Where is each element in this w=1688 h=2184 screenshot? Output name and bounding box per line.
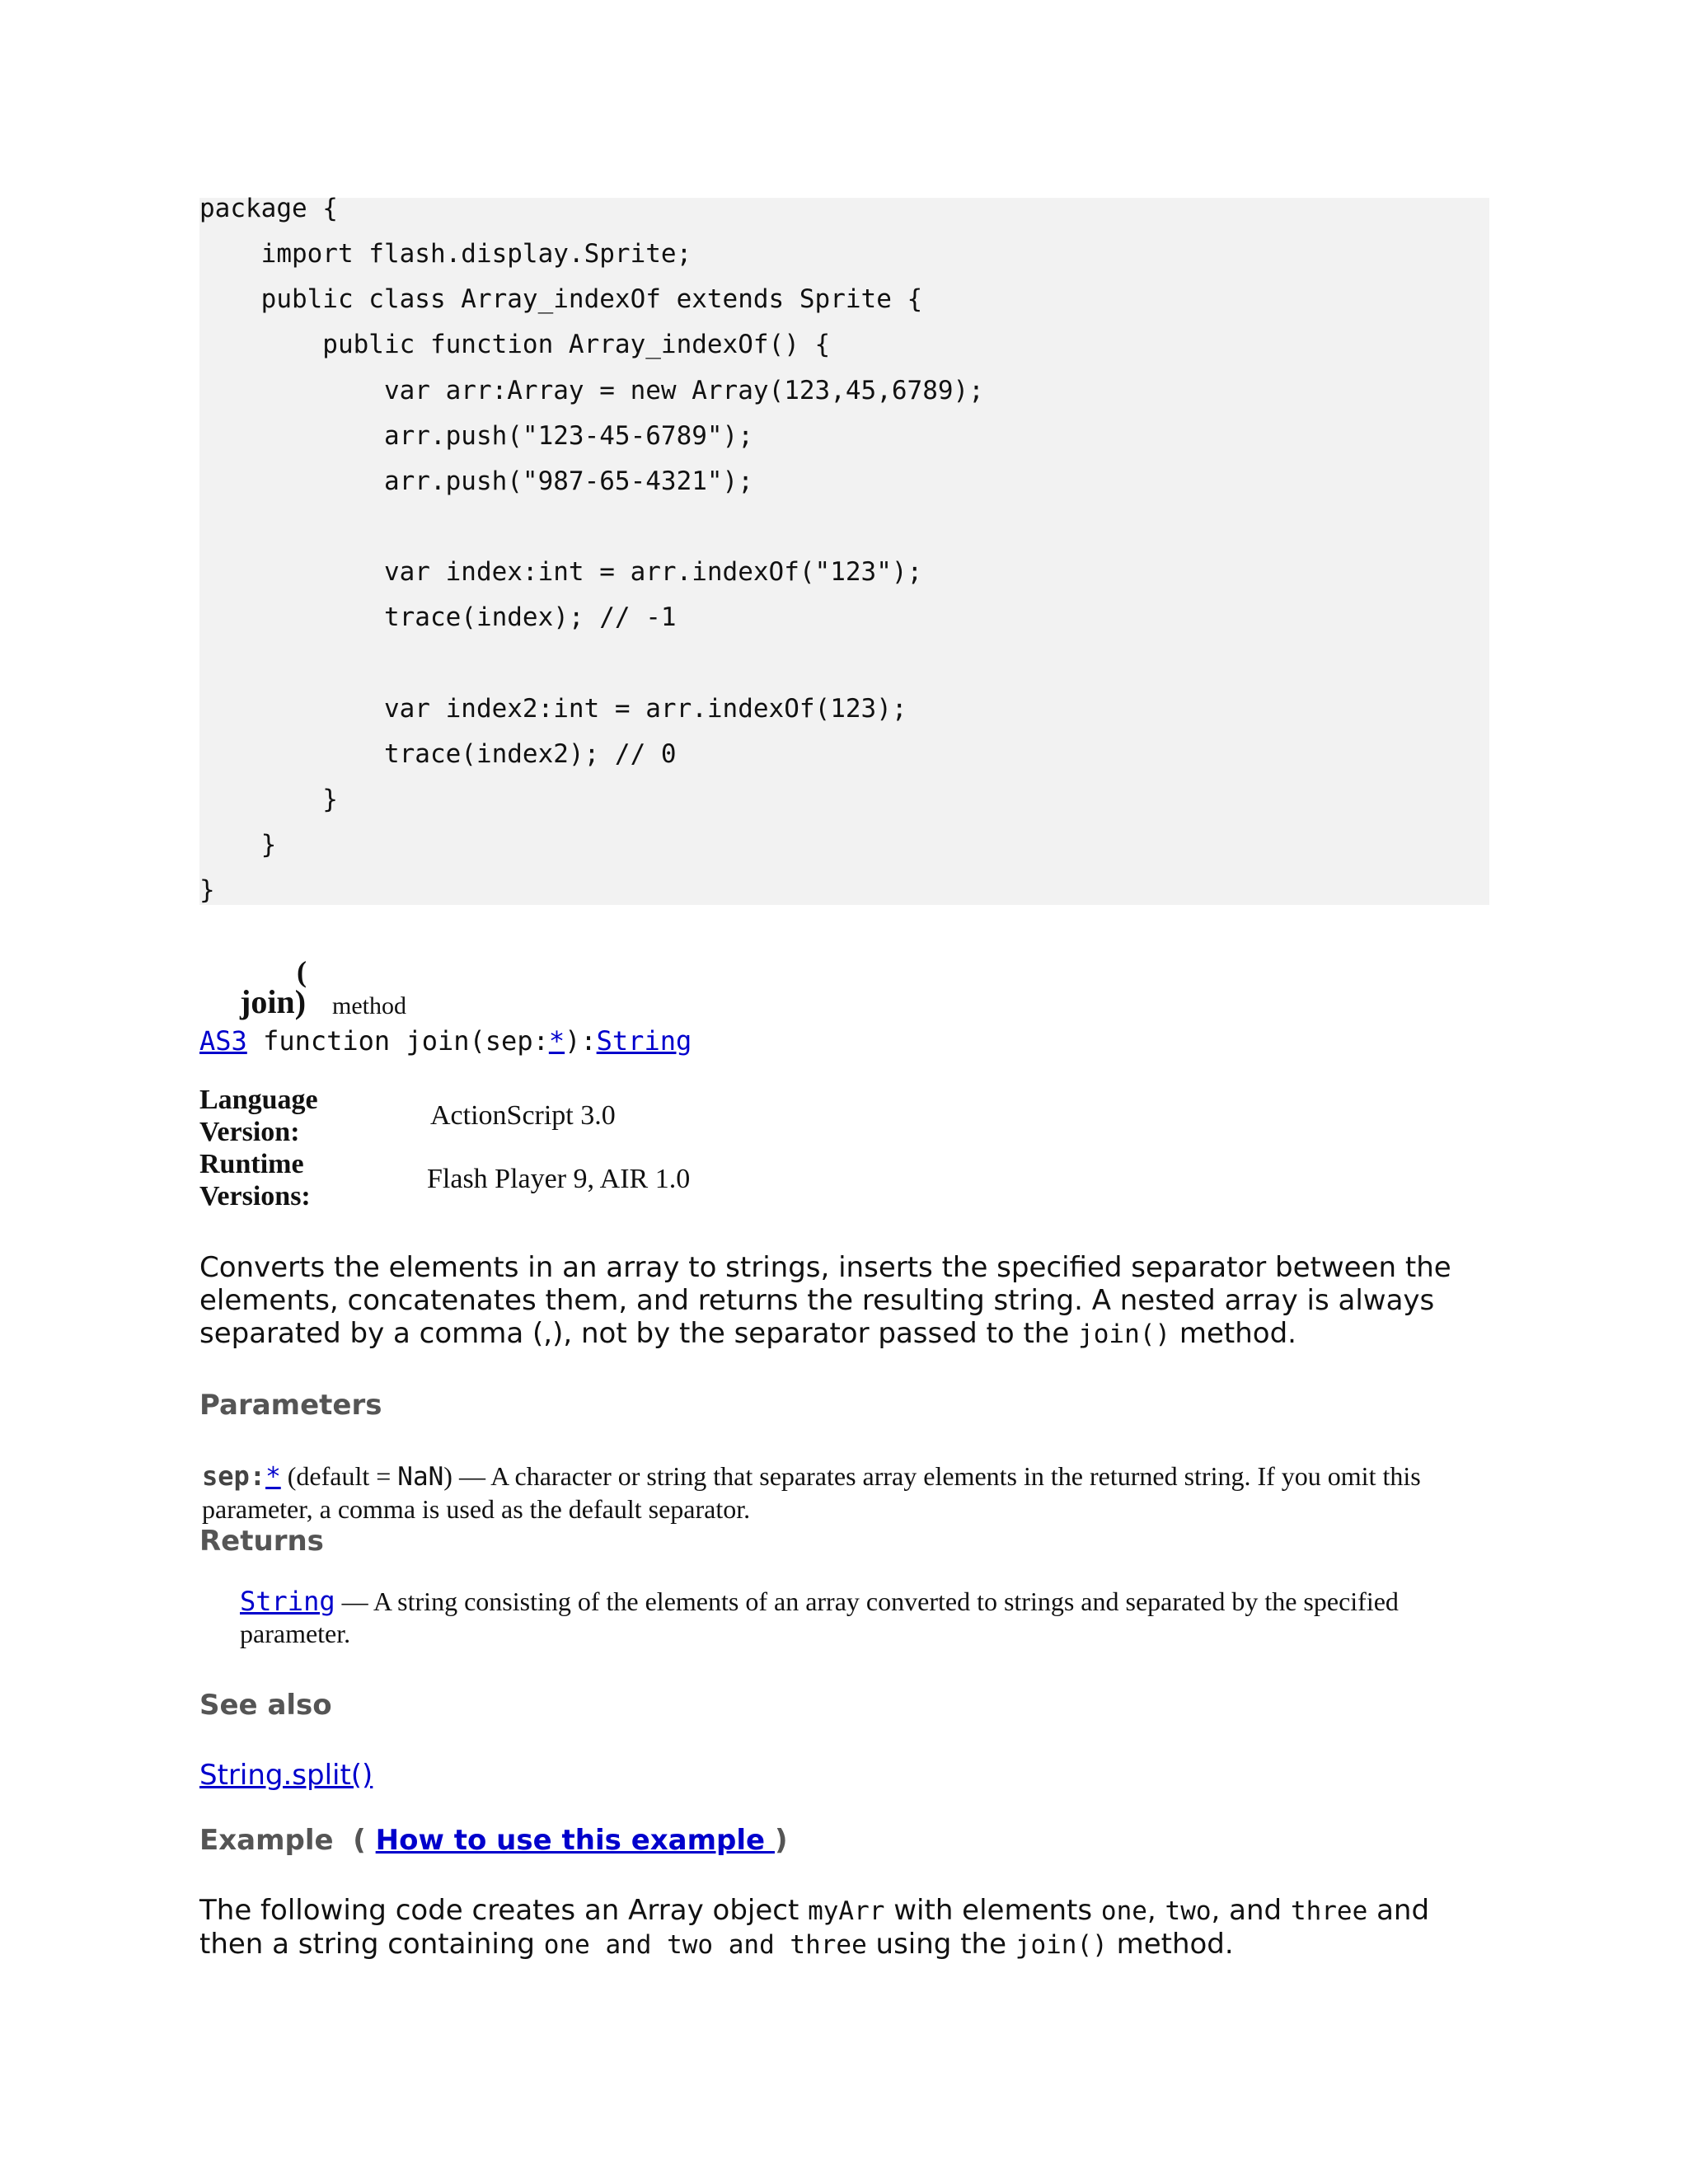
code-line: import flash.display.Sprite;: [199, 239, 692, 269]
example-label: Example: [199, 1824, 334, 1857]
method-name: join: [240, 983, 295, 1020]
parameter-sep: [202, 1460, 1504, 1526]
code-line: var arr:Array = new Array(123,45,6789);: [199, 376, 984, 405]
runtime-versions-label: [199, 1148, 311, 1212]
string-split-link[interactable]: String.split(): [199, 1759, 373, 1792]
param-default-value: NaN: [397, 1462, 444, 1492]
example-text: , and: [1211, 1894, 1291, 1927]
description-text: Converts the elements in an array to strings, inserts the specified separator between the elements, concatenates them, and returns the resulting string. A nested array is always separated by a comma (,), not by the separator passed to the: [199, 1251, 1451, 1350]
inline-code: join(): [1078, 1319, 1171, 1349]
code-line: public class Array_indexOf extends Sprite {: [199, 284, 923, 314]
parameters-heading: Parameters: [199, 1389, 382, 1422]
code-line: arr.push("987-65-4321");: [199, 466, 753, 496]
code-line: trace(index2); // 0: [199, 739, 677, 769]
code-line: }: [199, 785, 338, 814]
inline-code: join(): [1015, 1930, 1108, 1960]
code-line: arr.push("123-45-6789");: [199, 421, 753, 451]
namespace-link[interactable]: AS3: [199, 1025, 247, 1057]
language-label-line: Language: [199, 1085, 318, 1115]
param-default-label: (default =: [280, 1461, 398, 1491]
inline-code: two: [1165, 1896, 1212, 1926]
description-text: method.: [1170, 1317, 1296, 1350]
example-text: with elements: [884, 1894, 1101, 1927]
code-line: }: [199, 830, 277, 860]
example-heading: [199, 1824, 788, 1857]
code-line: package {: [199, 194, 338, 223]
inline-code: myArr: [808, 1896, 885, 1926]
method-kind: method: [332, 992, 406, 1019]
param-description: ) — A character or string that separates array elements in the returned string. If you omit this parameter, a comma is used as the default separator.: [202, 1461, 1421, 1524]
method-title: [240, 982, 306, 1021]
method-description: [199, 1251, 1502, 1351]
language-version-label: [199, 1084, 318, 1148]
see-also-heading: See also: [199, 1689, 332, 1722]
example-text: and then a string containing: [199, 1894, 1430, 1961]
method-signature: [199, 1025, 692, 1057]
inline-code: one and two and three: [543, 1930, 867, 1960]
example-text: ,: [1146, 1894, 1165, 1927]
code-line: public function Array_indexOf() {: [199, 330, 831, 359]
example-description: [199, 1894, 1502, 1961]
language-version-value: ActionScript 3.0: [430, 1100, 616, 1131]
param-type-link[interactable]: *: [265, 1462, 281, 1492]
method-close-paren: ): [294, 983, 307, 1020]
example-text: using the: [866, 1928, 1015, 1961]
runtime-label-line: Versions:: [199, 1181, 311, 1212]
returns-text: — A string consisting of the elements of an array converted to strings and separated by the specified parameter.: [240, 1586, 1399, 1648]
returns-type-link[interactable]: String: [240, 1586, 335, 1617]
example-paren: (: [333, 1824, 376, 1857]
example-paren: ): [774, 1824, 788, 1857]
method-open-paren: (: [297, 955, 307, 988]
runtime-versions-value: Flash Player 9, AIR 1.0: [427, 1164, 691, 1194]
returns-heading: Returns: [199, 1525, 324, 1558]
code-line: var index2:int = arr.indexOf(123);: [199, 694, 907, 724]
returns-description: [240, 1586, 1493, 1650]
how-to-use-example-link[interactable]: How to use this example: [375, 1824, 775, 1857]
param-name: sep:: [202, 1460, 266, 1492]
runtime-label-line: Runtime: [199, 1149, 304, 1179]
signature-colon: ):: [565, 1025, 597, 1057]
language-label-line: Version:: [199, 1117, 300, 1147]
example-text: The following code creates an Array object: [199, 1894, 809, 1927]
inline-code: three: [1290, 1896, 1368, 1926]
inline-code: one: [1100, 1896, 1147, 1926]
example-text: method.: [1107, 1928, 1234, 1961]
code-line: trace(index); // -1: [199, 602, 677, 632]
code-line: var index:int = arr.indexOf("123");: [199, 557, 923, 587]
return-type-link[interactable]: String: [596, 1025, 692, 1057]
signature-text: function join(sep:: [246, 1025, 549, 1057]
code-line: }: [199, 875, 215, 905]
param-type-link[interactable]: *: [548, 1025, 565, 1057]
